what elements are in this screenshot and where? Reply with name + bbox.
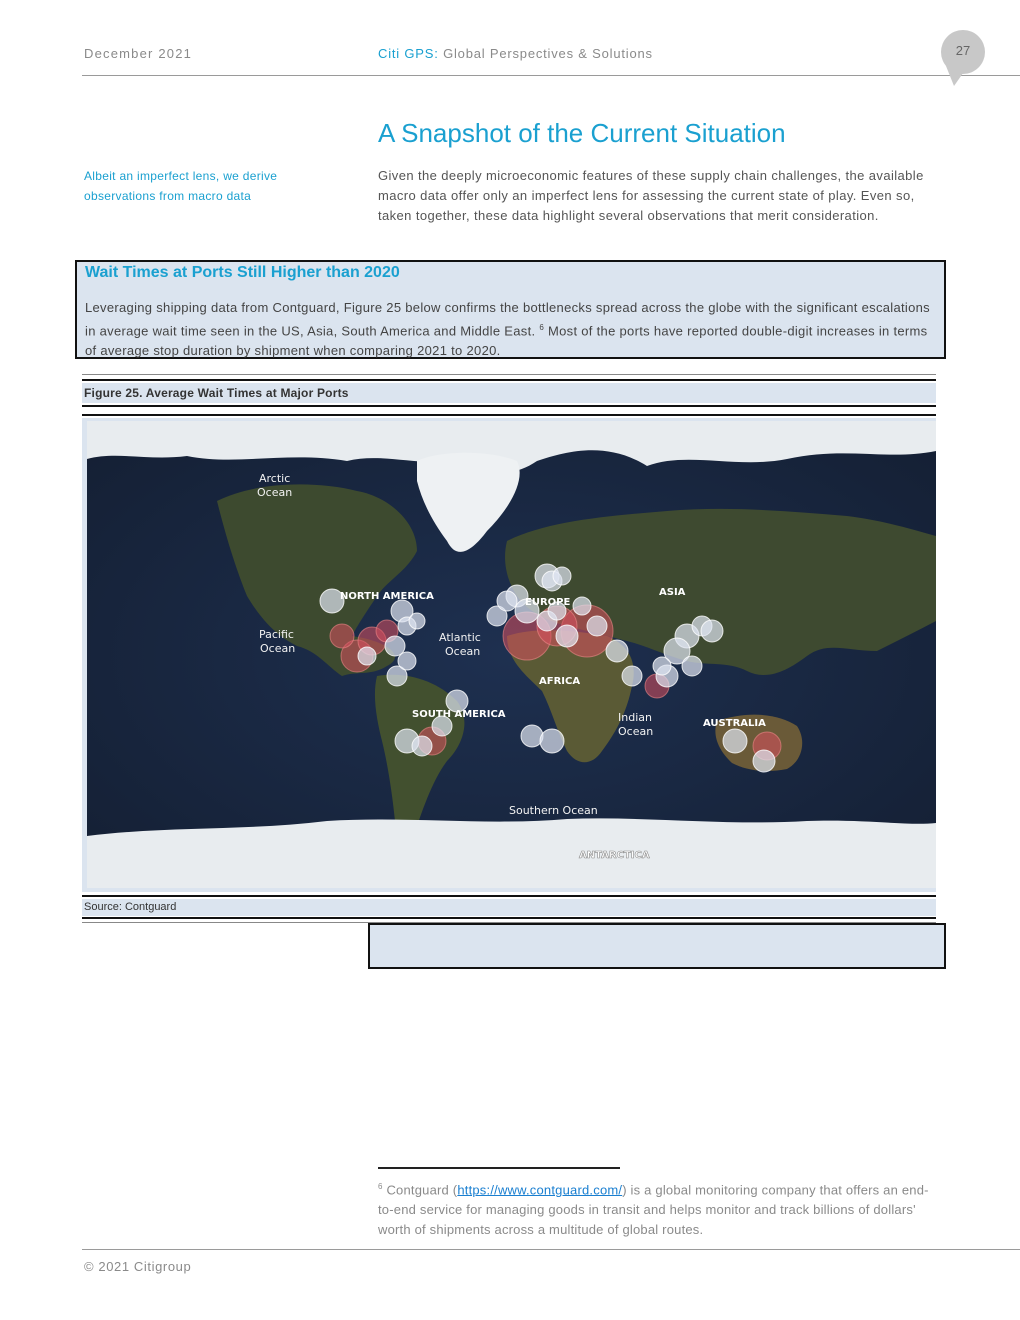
header-date: December 2021 — [84, 46, 193, 61]
series-subtitle: Global Perspectives & Solutions — [438, 46, 653, 61]
footer-copyright: © 2021 Citigroup — [84, 1259, 192, 1274]
antarctica-ice — [87, 818, 936, 888]
contguard-link[interactable]: https://www.contguard.com/ — [457, 1182, 623, 1198]
footnote-text-after: ) is a global monitoring company that offers an end-to-end service for managing goods in transit and helps monitor and track billions of dollars' worth of shipments across a multitude of global routes. — [378, 1182, 929, 1238]
port-marker — [723, 729, 747, 753]
figure-rule — [82, 917, 936, 919]
figure-source: Source: Contguard — [84, 901, 177, 913]
footnote-text-before: Contguard ( — [382, 1182, 458, 1198]
header-rule — [82, 75, 1020, 76]
port-marker — [701, 620, 723, 642]
port-marker — [556, 625, 578, 647]
figure-rule — [82, 374, 936, 375]
label-arctic-ocean-2: Ocean — [257, 486, 293, 499]
label-pacific-ocean-1: Pacific — [259, 628, 294, 641]
label-antarctica: ANTARCTICA — [579, 850, 650, 861]
port-marker — [682, 656, 702, 676]
port-marker — [622, 666, 642, 686]
callout-body — [85, 298, 937, 361]
intro-paragraph: Given the deeply microeconomic features of these supply chain challenges, the available macro data offer only an imperfect lens for assessing the current state of play. Even so, taken together, these data highlight several observations that merit consideration. — [378, 168, 924, 223]
world-map — [87, 421, 936, 888]
callout-title: Wait Times at Ports Still Higher than 2020 — [85, 264, 400, 281]
port-marker — [358, 647, 376, 665]
header-series-title — [378, 46, 653, 61]
figure-label: Figure 25. Average Wait Times at Major Ports — [84, 386, 349, 400]
port-marker — [653, 657, 671, 675]
label-indian-ocean-1: Indian — [618, 711, 652, 724]
footnote-rule — [378, 1167, 620, 1169]
label-europe: EUROPE — [525, 597, 571, 608]
port-marker — [573, 597, 591, 615]
port-marker — [587, 616, 607, 636]
footer-rule — [82, 1249, 1020, 1250]
section-title: A Snapshot of the Current Situation — [378, 118, 786, 148]
page-number-badge: 27 — [941, 30, 985, 74]
source-bar — [82, 899, 936, 916]
label-asia: ASIA — [659, 587, 686, 598]
port-marker — [497, 591, 517, 611]
callout-box — [75, 260, 946, 359]
figure-rule — [82, 405, 936, 407]
port-marker — [753, 750, 775, 772]
port-marker — [553, 567, 571, 585]
figure-frame — [82, 418, 936, 892]
label-pacific-ocean-2: Ocean — [260, 642, 296, 655]
label-south-america: SOUTH AMERICA — [412, 709, 506, 720]
sidenote: Albeit an imperfect lens, we derive observations from macro data — [84, 169, 278, 203]
label-southern-ocean: Southern Ocean — [509, 804, 598, 817]
port-marker — [412, 736, 432, 756]
footnote-number: 6 — [378, 1182, 383, 1191]
port-marker — [398, 652, 416, 670]
footnote-ref[interactable]: 6 — [539, 323, 545, 332]
port-marker — [606, 640, 628, 662]
port-marker — [330, 624, 354, 648]
callout-body-part2: Most of the ports have reported double-digit increases in terms of average stop duration by shipment when comparing 2021 to 2020. — [85, 323, 928, 359]
label-africa: AFRICA — [539, 676, 581, 687]
figure-rule — [82, 414, 936, 416]
empty-callout-box — [368, 923, 946, 969]
label-arctic-ocean-1: Arctic — [259, 472, 291, 485]
label-australia: AUSTRALIA — [703, 718, 766, 729]
label-atlantic-ocean-1: Atlantic — [439, 631, 481, 644]
label-north-america: NORTH AMERICA — [340, 591, 434, 602]
port-marker — [521, 725, 543, 747]
figure-rule — [82, 895, 936, 897]
label-indian-ocean-2: Ocean — [618, 725, 654, 738]
figure-rule — [82, 379, 936, 381]
label-atlantic-ocean-2: Ocean — [445, 645, 481, 658]
port-marker — [409, 613, 425, 629]
footnote — [378, 1177, 938, 1240]
callout-body-part1: Leveraging shipping data from Contguard, Figure 25 below confirms the bottlenecks spread across the globe with the significant escalations in average wait time seen in the US, Asia, South America and Middle East. — [85, 300, 930, 339]
port-marker — [540, 729, 564, 753]
series-brand: Citi GPS: — [378, 46, 439, 61]
